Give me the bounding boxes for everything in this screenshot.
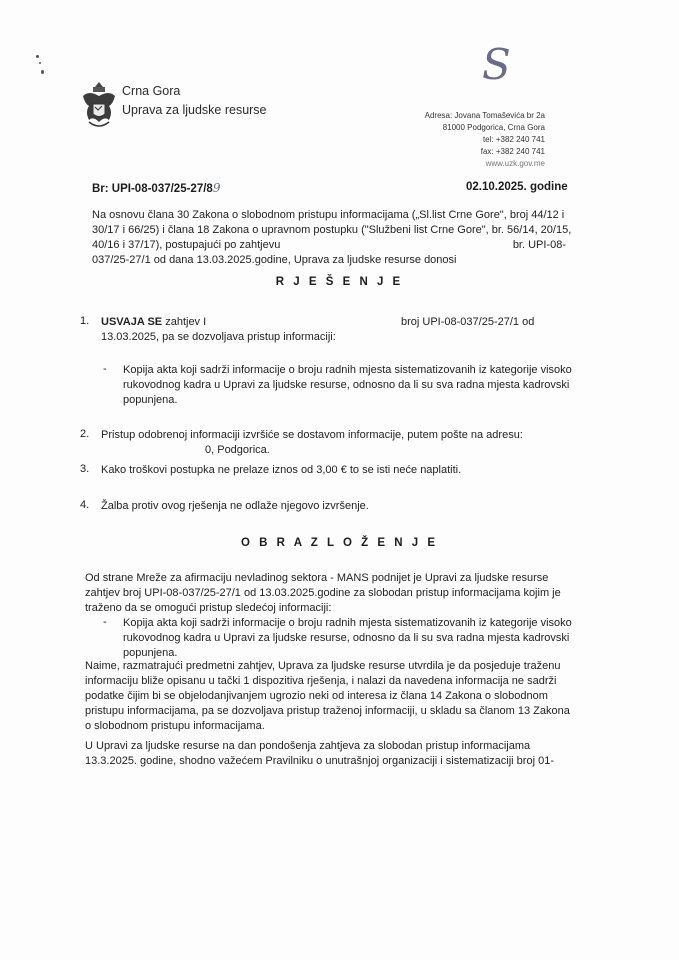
- document-number-handwritten: 9: [212, 181, 221, 195]
- intro-line-part: 40/16 i 37/17), postupajući po zahtjevu: [92, 239, 281, 251]
- bullet-line: Kopija akta koji sadrži informacije o broju radnih mjesta sistematizovanih iz kategorije visoko: [123, 617, 572, 629]
- item-2-line: Pristup odobrenoj informaciji izvršiće se dostavom informacije, putem pošte na adresu:: [101, 429, 523, 441]
- intro-line-part: br. UPI-08-: [512, 239, 566, 251]
- reasoning-title: O B R A Z L O Ž E N J E: [240, 537, 438, 549]
- item-2-number: 2.: [80, 428, 90, 440]
- item-2-line: 0, Podgorica.: [205, 444, 270, 456]
- intro-paragraph: [92, 208, 572, 268]
- reasoning-line: informaciju bliže opisanu u tački 1 dispozitiva rješenja, i nalazi da navedena informacija ne sadrži: [85, 675, 557, 687]
- item-4: Žalba protiv ovog rješenja ne odlaže njegovo izvršenje.: [101, 500, 369, 512]
- org-country: Crna Gora: [122, 84, 181, 98]
- reasoning-line: 13.3.2025. godine, shodno važećem Pravilniku o unutrašnjoj organizaciji i sistematizaciji broj 01-: [85, 755, 554, 767]
- bullet-2: [123, 616, 572, 661]
- bullet-1: [123, 363, 572, 408]
- intro-line: 037/25-27/1 od dana 13.03.2025.godine, Uprava za ljudske resurse donosi: [92, 254, 457, 266]
- address-block: [380, 110, 545, 170]
- bullet-dash: -: [103, 363, 107, 375]
- bullet-line: Kopija akta koji sadrži informacije o broju radnih mjesta sistematizovanih iz kategorije visoko: [123, 364, 572, 376]
- document-number-text: Br: UPI-08-037/25-27/8: [92, 183, 213, 195]
- intro-line: Na osnovu člana 30 Zakona o slobodnom pristupu informacijama („Sl.list Crne Gore", broj 44/12 i: [92, 209, 565, 221]
- handwritten-mark: S: [482, 40, 511, 89]
- reasoning-line: podatke čijim bi se objelodanjivanjem ugrozio neki od interesa iz člana 14 Zakona o slobodnom: [85, 690, 548, 702]
- reasoning-line: Naime, razmatrajući predmetni zahtjev, Uprava za ljudske resurse utvrdila je da posjeduje traženu: [85, 660, 561, 672]
- org-name: Uprava za ljudske resurse: [122, 103, 267, 117]
- reasoning-line: traženo da se omogući pristup sledećoj informaciji:: [85, 602, 332, 614]
- intro-line: [92, 238, 566, 253]
- reasoning-line: zahtjev broj UPI-08-037/25-27/1 od 13.03.2025.godine za slobodan pristup informacijama kojim je: [85, 587, 561, 599]
- coat-of-arms-logo: [80, 80, 118, 132]
- reasoning-paragraph-2: [85, 659, 570, 734]
- document-number: [92, 181, 220, 195]
- reasoning-line: U Upravi za ljudske resurse na dan pondošenja zahtjeva za slobodan pristup informacijama: [85, 740, 531, 752]
- item-2: [101, 428, 571, 458]
- reasoning-paragraph-3: [85, 739, 567, 769]
- item-1-line: [101, 315, 566, 330]
- item-1: [101, 315, 566, 345]
- item-1-text: broj UPI-08-037/25-27/1 od: [401, 316, 535, 328]
- reasoning-line: Od strane Mreže za afirmaciju nevladinog sektora - MANS podnijet je Upravi za ljudske resurse: [85, 572, 549, 584]
- reasoning-line: o slobodnom pristupu informacijama.: [85, 720, 265, 732]
- document-date: 02.10.2025. godine: [466, 181, 568, 193]
- decision-title: R J E Š E N J E: [275, 276, 404, 288]
- item-1-line: 13.03.2025, pa se dozvoljava pristup informaciji:: [101, 331, 336, 343]
- address-line: 81000 Podgorica, Crna Gora: [442, 123, 545, 132]
- address-line: Adresa: Jovana Tomaševića br 2a: [424, 111, 545, 120]
- item-4-number: 4.: [80, 499, 90, 511]
- bullet-line: rukovodnog kadra u Upravi za ljudske resurse, odnosno da li su sva radna mjesta kadrovski: [123, 632, 570, 644]
- bullet-dash: -: [103, 616, 107, 628]
- reasoning-line: pristupu informacijama, pa se dozvoljava pristup traženoj informaciji, u skladu sa članom 13 Zakona: [85, 705, 570, 717]
- intro-line: 30/17 i 66/25) i člana 18 Zakona o upravnom postupku ("Službeni list Crne Gore", br. 56/14, 20/15,: [92, 224, 572, 236]
- bullet-line: popunjena.: [123, 647, 178, 659]
- address-fax: fax: +382 240 741: [480, 147, 545, 156]
- address-website: www.uzk.gov.me: [485, 159, 545, 168]
- bullet-line: popunjena.: [123, 394, 178, 406]
- item-1-text: zahtjev I: [165, 316, 207, 328]
- item-3-number: 3.: [80, 463, 90, 475]
- item-1-number: 1.: [80, 315, 90, 327]
- bullet-line: rukovodnog kadra u Upravi za ljudske resurse, odnosno da li su sva radna mjesta kadrovski: [123, 379, 570, 391]
- address-phone: tel: +382 240 741: [482, 135, 545, 144]
- item-3: Kako troškovi postupka ne prelaze iznos od 3,00 € to se isti neće naplatiti.: [101, 464, 462, 476]
- reasoning-paragraph-1: [85, 571, 567, 616]
- item-1-lead: USVAJA SE: [101, 316, 163, 328]
